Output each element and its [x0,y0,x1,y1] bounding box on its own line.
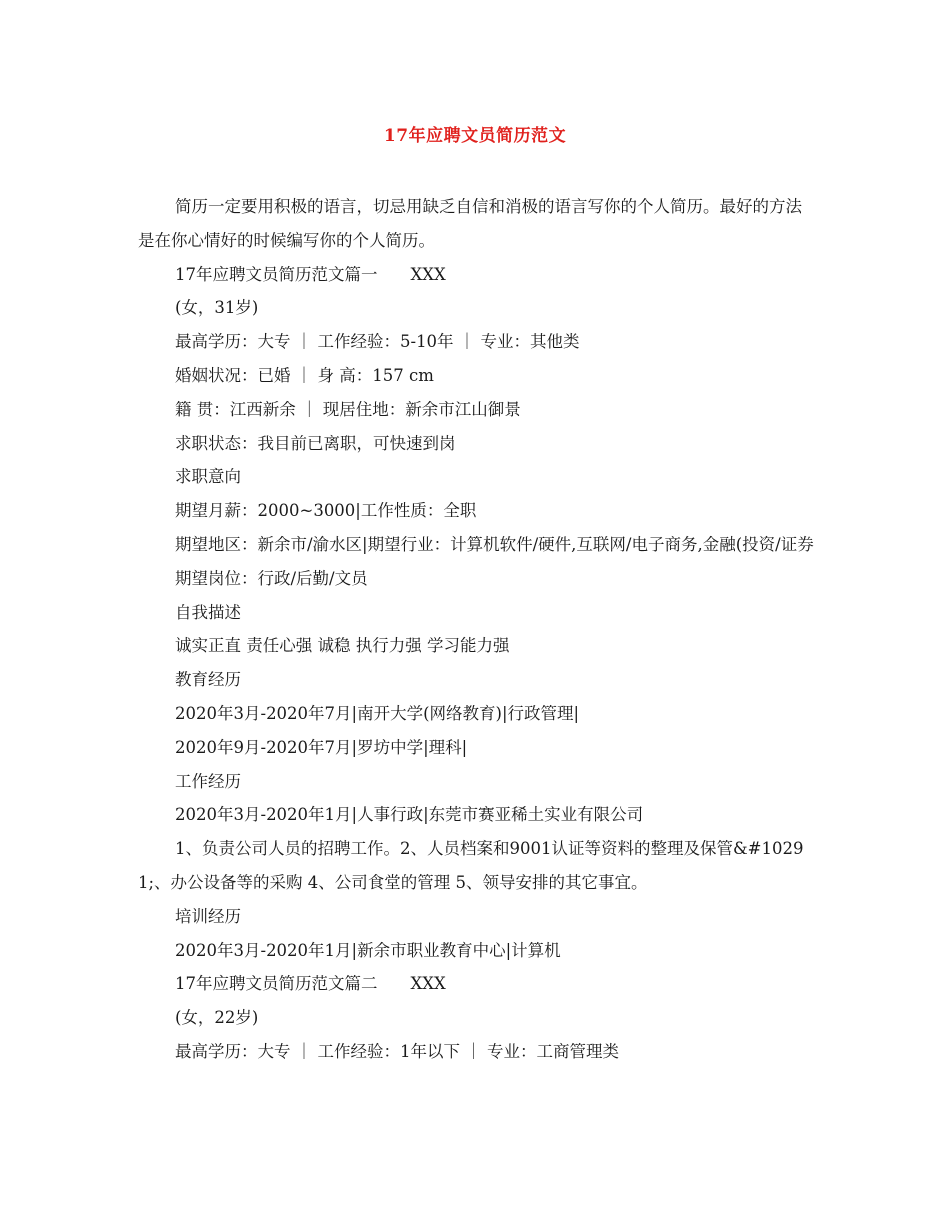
education-entry: 2020年3月-2020年7月|南开大学(网络教育)|行政管理| [175,703,580,723]
education-entry: 2020年9月-2020年7月|罗坊中学|理科| [175,737,468,757]
resume-one-education-summary: 最高学历：大专 ｜ 工作经验：5-10年 ｜ 专业：其他类 [175,332,580,352]
resume-one-marital-height: 婚姻状况：已婚 ｜ 身 高：157 cm [175,365,434,385]
resume-two-gender-age: (女，22岁) [175,1008,259,1028]
training-entry: 2020年3月-2020年1月|新余市职业教育中心|计算机 [175,940,561,960]
work-duties: 1、负责公司人员的招聘工作。2、人员档案和9001认证等资料的整理及保管&#10291;、办公设备等的采购 4、公司食堂的管理 5、领导安排的其它事宜。 [138,839,804,892]
section-heading-job-intention: 求职意向 [175,467,241,487]
intro-paragraph: 简历一定要用积极的语言，切忌用缺乏自信和消极的语言写你的个人简历。最好的方法是在你心情好的时候编写你的个人简历。 [138,197,802,250]
resume-one-origin-residence: 籍 贯：江西新余 ｜ 现居住地：新余市江山御景 [175,399,521,419]
resume-two-heading: 17年应聘文员简历范文篇二 XXX [175,974,446,994]
document-title: 17年应聘文员简历范文 [383,126,567,146]
section-heading-training: 培训经历 [175,906,241,926]
document-body [138,190,818,1069]
section-heading-self-description: 自我描述 [175,602,241,622]
expected-salary-line: 期望月薪：2000~3000|工作性质：全职 [175,501,477,521]
expected-region-line: 期望地区：新余市/渝水区|期望行业：计算机软件/硬件,互联网/电子商务,金融(投资/证券 [175,534,814,554]
resume-one-heading: 17年应聘文员简历范文篇一 XXX [175,264,446,284]
work-entry: 2020年3月-2020年1月|人事行政|东莞市赛亚稀土实业有限公司 [175,805,644,825]
section-heading-work: 工作经历 [175,771,241,791]
resume-two-education-summary: 最高学历：大专 ｜ 工作经验：1年以下 ｜ 专业：工商管理类 [175,1041,619,1061]
section-heading-education: 教育经历 [175,670,241,690]
resume-one-gender-age: (女，31岁) [175,298,259,318]
self-description-line: 诚实正直 责任心强 诚稳 执行力强 学习能力强 [175,636,510,656]
expected-position-line: 期望岗位：行政/后勤/文员 [175,568,368,588]
resume-one-job-status: 求职状态：我目前已离职，可快速到岗 [175,433,456,453]
